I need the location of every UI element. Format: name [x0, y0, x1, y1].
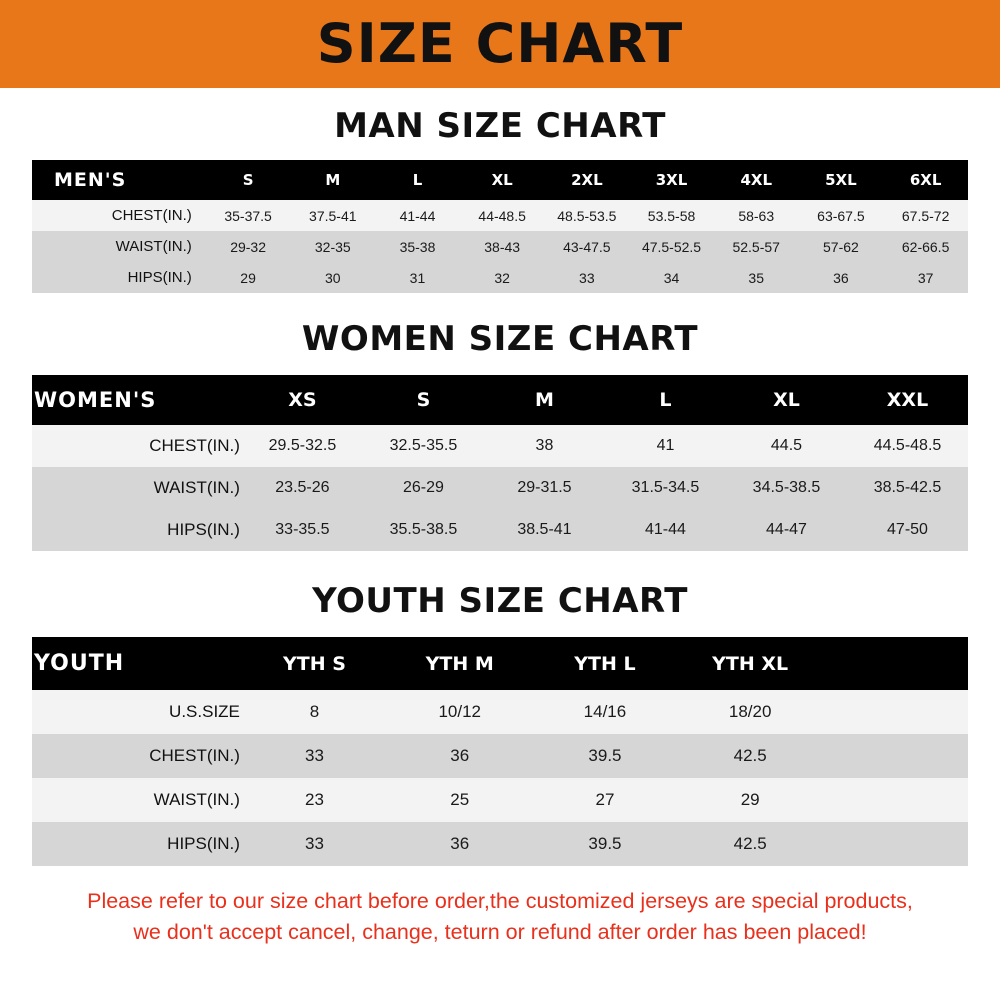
- man-hips-7: 35: [714, 262, 799, 293]
- youth-ussize-1: 8: [242, 690, 387, 734]
- man-waist-5: 43-47.5: [545, 231, 630, 262]
- women-col-2: S: [363, 375, 484, 425]
- youth-header-row: [32, 637, 968, 690]
- women-chest-3: 38: [484, 425, 605, 467]
- youth-waist-1: 23: [242, 778, 387, 822]
- youth-row-label-chest: CHEST(IN.): [32, 734, 242, 778]
- women-size-table: [32, 375, 968, 551]
- youth-cell-spacer: [823, 690, 968, 734]
- youth-cell-spacer: [823, 734, 968, 778]
- youth-cell-spacer: [823, 778, 968, 822]
- women-header-row: [32, 375, 968, 425]
- man-header-row: [32, 160, 968, 200]
- man-hips-2: 30: [290, 262, 375, 293]
- man-hips-6: 34: [629, 262, 714, 293]
- man-hips-9: 37: [883, 262, 968, 293]
- youth-col-2: YTH M: [387, 637, 532, 690]
- women-col-4: L: [605, 375, 726, 425]
- women-hips-5: 44-47: [726, 509, 847, 551]
- women-waist-3: 29-31.5: [484, 467, 605, 509]
- women-hips-6: 47-50: [847, 509, 968, 551]
- man-waist-9: 62-66.5: [883, 231, 968, 262]
- table-row: [32, 778, 968, 822]
- women-col-1: XS: [242, 375, 363, 425]
- women-col-3: M: [484, 375, 605, 425]
- women-header-label: WOMEN'S: [32, 375, 242, 425]
- youth-header-label: YOUTH: [32, 637, 242, 690]
- man-row-label-waist: WAIST(IN.): [32, 231, 206, 262]
- youth-hips-4: 42.5: [678, 822, 823, 866]
- man-col-3: L: [375, 160, 460, 200]
- man-col-8: 5XL: [799, 160, 884, 200]
- man-row-label-chest: CHEST(IN.): [32, 200, 206, 231]
- women-waist-1: 23.5-26: [242, 467, 363, 509]
- women-hips-2: 35.5-38.5: [363, 509, 484, 551]
- man-chest-1: 35-37.5: [206, 200, 291, 231]
- man-col-5: 2XL: [545, 160, 630, 200]
- women-chest-2: 32.5-35.5: [363, 425, 484, 467]
- table-row: [32, 690, 968, 734]
- man-chest-5: 48.5-53.5: [545, 200, 630, 231]
- page-title: SIZE CHART: [316, 12, 684, 75]
- man-waist-4: 38-43: [460, 231, 545, 262]
- youth-table-wrapper: [32, 637, 968, 866]
- man-waist-2: 32-35: [290, 231, 375, 262]
- women-hips-4: 41-44: [605, 509, 726, 551]
- youth-size-table: [32, 637, 968, 866]
- youth-table-head: [32, 637, 968, 690]
- man-col-1: S: [206, 160, 291, 200]
- women-table-head: [32, 375, 968, 425]
- table-row: [32, 509, 968, 551]
- man-chest-6: 53.5-58: [629, 200, 714, 231]
- man-table-body: [32, 200, 968, 293]
- man-header-label: MEN'S: [32, 160, 206, 200]
- man-hips-8: 36: [799, 262, 884, 293]
- table-row: [32, 425, 968, 467]
- women-col-6: XXL: [847, 375, 968, 425]
- women-chest-4: 41: [605, 425, 726, 467]
- youth-hips-1: 33: [242, 822, 387, 866]
- youth-ussize-4: 18/20: [678, 690, 823, 734]
- man-chest-2: 37.5-41: [290, 200, 375, 231]
- youth-hips-3: 39.5: [532, 822, 677, 866]
- women-chest-5: 44.5: [726, 425, 847, 467]
- man-hips-3: 31: [375, 262, 460, 293]
- youth-waist-2: 25: [387, 778, 532, 822]
- women-row-label-chest: CHEST(IN.): [32, 425, 242, 467]
- man-waist-8: 57-62: [799, 231, 884, 262]
- women-hips-1: 33-35.5: [242, 509, 363, 551]
- footer-note-line-1: Please refer to our size chart before order,the customized jerseys are special products,: [87, 889, 913, 913]
- table-row: [32, 200, 968, 231]
- women-table-body: [32, 425, 968, 551]
- table-row: [32, 231, 968, 262]
- table-row: [32, 734, 968, 778]
- man-chest-7: 58-63: [714, 200, 799, 231]
- man-waist-3: 35-38: [375, 231, 460, 262]
- women-waist-6: 38.5-42.5: [847, 467, 968, 509]
- man-col-7: 4XL: [714, 160, 799, 200]
- women-table-wrapper: [32, 375, 968, 551]
- women-row-label-waist: WAIST(IN.): [32, 467, 242, 509]
- women-chest-6: 44.5-48.5: [847, 425, 968, 467]
- youth-col-4: YTH XL: [678, 637, 823, 690]
- man-row-label-hips: HIPS(IN.): [32, 262, 206, 293]
- man-hips-4: 32: [460, 262, 545, 293]
- table-row: [32, 822, 968, 866]
- women-row-label-hips: HIPS(IN.): [32, 509, 242, 551]
- youth-hips-2: 36: [387, 822, 532, 866]
- footer-note: [0, 886, 1000, 947]
- man-table-wrapper: [32, 160, 968, 293]
- women-hips-3: 38.5-41: [484, 509, 605, 551]
- man-col-9: 6XL: [883, 160, 968, 200]
- man-section-title: MAN SIZE CHART: [334, 106, 666, 146]
- man-col-6: 3XL: [629, 160, 714, 200]
- youth-row-label-hips: HIPS(IN.): [32, 822, 242, 866]
- man-col-2: M: [290, 160, 375, 200]
- man-hips-1: 29: [206, 262, 291, 293]
- women-waist-2: 26-29: [363, 467, 484, 509]
- man-chest-3: 41-44: [375, 200, 460, 231]
- youth-row-label-waist: WAIST(IN.): [32, 778, 242, 822]
- women-waist-5: 34.5-38.5: [726, 467, 847, 509]
- youth-table-body: [32, 690, 968, 866]
- youth-ussize-2: 10/12: [387, 690, 532, 734]
- youth-cell-spacer: [823, 822, 968, 866]
- youth-chest-3: 39.5: [532, 734, 677, 778]
- youth-chest-1: 33: [242, 734, 387, 778]
- youth-section-title: YOUTH SIZE CHART: [312, 581, 688, 621]
- man-chest-4: 44-48.5: [460, 200, 545, 231]
- youth-waist-3: 27: [532, 778, 677, 822]
- youth-col-3: YTH L: [532, 637, 677, 690]
- youth-chest-4: 42.5: [678, 734, 823, 778]
- man-size-table: [32, 160, 968, 293]
- header-banner: [0, 0, 1000, 88]
- women-chest-1: 29.5-32.5: [242, 425, 363, 467]
- youth-row-label-ussize: U.S.SIZE: [32, 690, 242, 734]
- youth-col-spacer: [823, 637, 968, 690]
- footer-note-line-2: we don't accept cancel, change, teturn or refund after order has been placed!: [133, 919, 867, 944]
- man-waist-1: 29-32: [206, 231, 291, 262]
- youth-chest-2: 36: [387, 734, 532, 778]
- youth-waist-4: 29: [678, 778, 823, 822]
- youth-ussize-3: 14/16: [532, 690, 677, 734]
- man-waist-6: 47.5-52.5: [629, 231, 714, 262]
- man-table-head: [32, 160, 968, 200]
- man-waist-7: 52.5-57: [714, 231, 799, 262]
- man-col-4: XL: [460, 160, 545, 200]
- man-hips-5: 33: [545, 262, 630, 293]
- women-col-5: XL: [726, 375, 847, 425]
- women-waist-4: 31.5-34.5: [605, 467, 726, 509]
- table-row: [32, 262, 968, 293]
- man-chest-8: 63-67.5: [799, 200, 884, 231]
- youth-col-1: YTH S: [242, 637, 387, 690]
- man-chest-9: 67.5-72: [883, 200, 968, 231]
- table-row: [32, 467, 968, 509]
- women-section-title: WOMEN SIZE CHART: [301, 319, 699, 359]
